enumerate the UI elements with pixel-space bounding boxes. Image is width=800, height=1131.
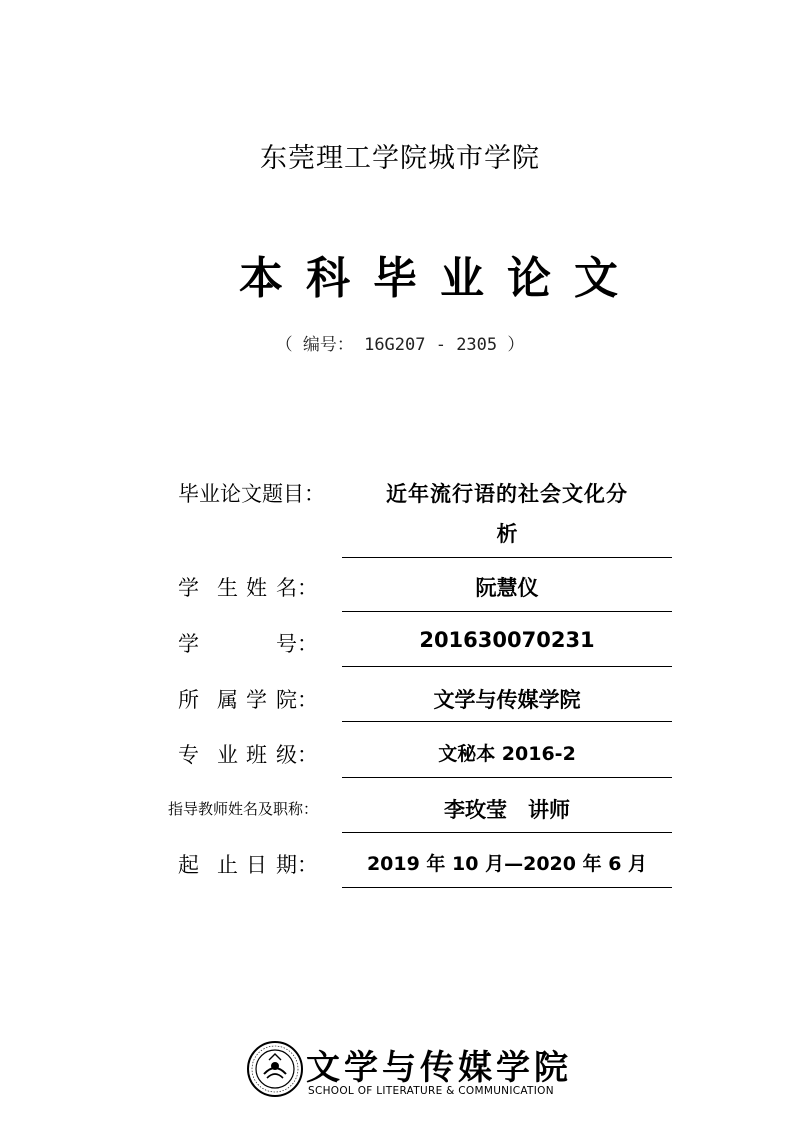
student-id-value: 201630070231 xyxy=(419,628,595,652)
document-title: 本科毕业论文 xyxy=(239,253,641,304)
logo-name-cn: 文学与传媒学院 xyxy=(306,1048,572,1088)
college-value: 文学与传媒学院 xyxy=(433,688,581,712)
logo-name-en: SCHOOL OF LITERATURE & COMMUNICATION xyxy=(308,1085,554,1097)
period-underline xyxy=(342,887,672,888)
thesis-title-label: 毕业论文题目： xyxy=(178,482,325,506)
major-class-label: 专 业 班 级： xyxy=(178,743,318,767)
period-value: 2019 年 10 月—2020 年 6 月 xyxy=(366,853,648,875)
college-label: 所 属 学 院： xyxy=(178,688,318,712)
thesis-title-line-2: 析 xyxy=(496,522,518,546)
college-underline xyxy=(342,721,672,722)
student-id-underline xyxy=(342,666,672,667)
period-label: 起 止 日 期： xyxy=(178,853,318,877)
major-class-value: 文秘本 2016-2 xyxy=(438,743,576,765)
thesis-title-line-1: 近年流行语的社会文化分 xyxy=(386,482,628,506)
university-name: 东莞理工学院城市学院 xyxy=(260,143,540,174)
student-name-underline xyxy=(342,611,672,612)
document-number: （ 编号： 16G207 - 2305 ） xyxy=(275,335,525,355)
student-name-label: 学 生 姓 名： xyxy=(178,576,318,600)
student-name-value: 阮慧仪 xyxy=(475,576,539,600)
thesis-title-underline xyxy=(342,557,672,558)
student-id-label: 学 号： xyxy=(178,632,318,656)
school-logo xyxy=(246,1040,572,1102)
school-emblem-icon xyxy=(246,1040,304,1098)
advisor-label: 指导教师姓名及职称： xyxy=(168,800,319,818)
advisor-underline xyxy=(342,832,672,833)
advisor-value: 李玫莹 讲师 xyxy=(444,798,570,822)
major-class-underline xyxy=(342,777,672,778)
